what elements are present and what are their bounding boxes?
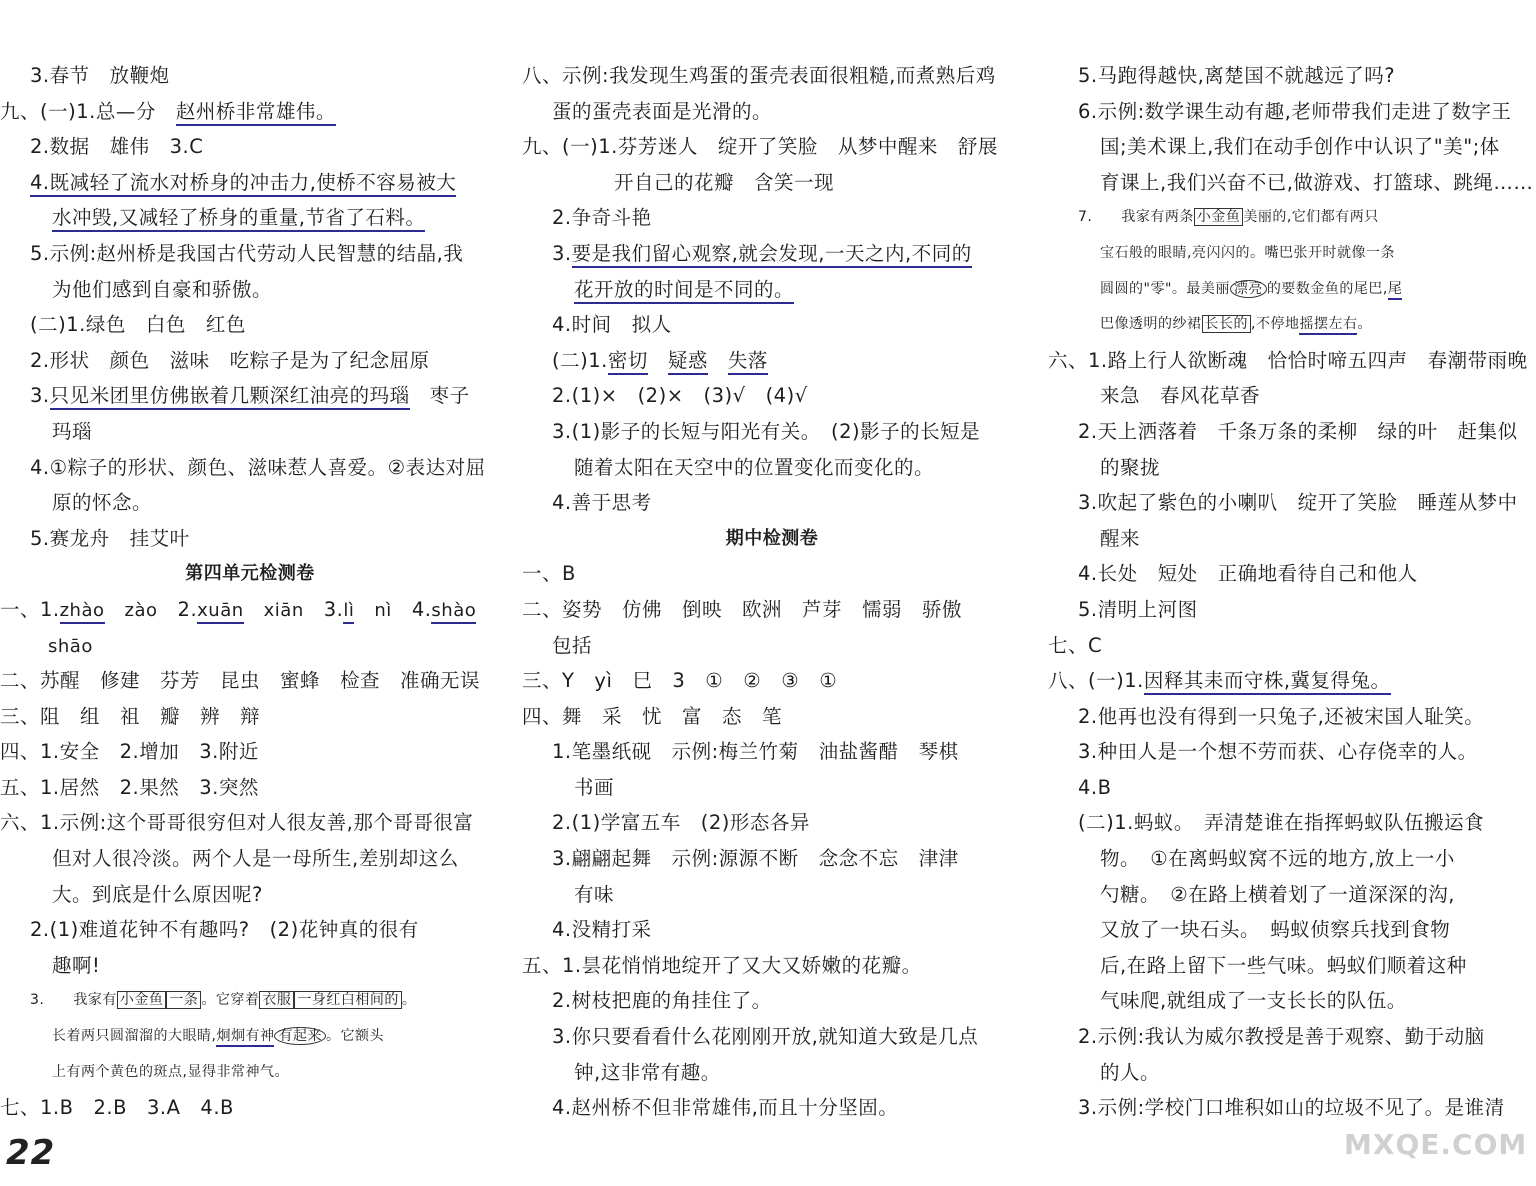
pinyin-text: nì bbox=[374, 599, 392, 621]
answer-text: 美丽的,它们都有两只 bbox=[1243, 209, 1379, 226]
answer-line bbox=[522, 165, 1022, 201]
answer-line bbox=[0, 628, 500, 664]
answer-line bbox=[1048, 556, 1534, 592]
answer-text: 4.善于思考 bbox=[552, 491, 652, 515]
answer-text: 3.春节 放鞭炮 bbox=[30, 64, 170, 87]
answer-text: 4.没精打采 bbox=[552, 918, 652, 942]
answer-text: 4.B bbox=[1078, 775, 1112, 799]
page-number: 22 bbox=[6, 1133, 56, 1173]
answer-line bbox=[522, 450, 1022, 486]
answer-text: 二、苏醒 修建 芬芳 昆虫 蜜蜂 检查 准确无误 bbox=[0, 669, 481, 693]
answer-text: 期中检测卷 bbox=[725, 527, 819, 549]
answer-line bbox=[522, 307, 1022, 343]
answer-line bbox=[522, 1055, 1022, 1091]
answer-line bbox=[0, 450, 500, 486]
answer-text: 开自己的花瓣 含笑一现 bbox=[574, 170, 835, 194]
answer-line bbox=[1048, 378, 1534, 414]
answer-line bbox=[0, 94, 500, 130]
answer-text: 有味 bbox=[574, 882, 615, 906]
answer-line bbox=[522, 129, 1022, 165]
answer-line bbox=[0, 948, 500, 984]
answer-line bbox=[0, 1019, 500, 1055]
answer-line bbox=[0, 805, 500, 841]
answer-line bbox=[522, 1019, 1022, 1055]
pinyin-text: xuān bbox=[197, 600, 244, 624]
answer-text: 七、C bbox=[1048, 633, 1103, 657]
answer-line bbox=[0, 663, 500, 699]
answer-text: 玛瑙 bbox=[52, 419, 93, 443]
answer-text: 四、1.安全 2.增加 3.附近 bbox=[0, 740, 259, 764]
answer-text: 蛋的蛋壳表面是光滑的。 bbox=[552, 99, 773, 123]
answer-line bbox=[1048, 307, 1534, 343]
answer-line bbox=[522, 556, 1022, 592]
answer-text: 小金鱼 bbox=[117, 991, 167, 1009]
answer-text: 2.天上洒落着 千条万条的柔柳 绿的叶 赶集似 bbox=[1078, 419, 1518, 443]
answer-text: 五、1.昙花悄悄地绽开了又大又娇嫩的花瓣。 bbox=[522, 953, 922, 977]
answer-text: 巴像透明的纱裙 bbox=[1100, 316, 1202, 333]
answer-line bbox=[1048, 58, 1534, 94]
answer-text: 一身红白相间的 bbox=[294, 991, 402, 1009]
answer-text: 来急 春风花草香 bbox=[1100, 384, 1261, 408]
answer-text: 漂亮 bbox=[1230, 280, 1267, 298]
answer-line bbox=[1048, 805, 1534, 841]
answer-line bbox=[522, 378, 1022, 414]
answer-line bbox=[0, 165, 500, 201]
answer-line bbox=[1048, 165, 1534, 201]
answer-text: 4.时间 拟人 bbox=[552, 313, 672, 337]
underlined-answer: 4.既减轻了流水对桥身的冲击力,使桥不容易被大 bbox=[30, 171, 456, 197]
underlined-answer: 只见米团里仿佛嵌着几颗深红油亮的玛瑙 bbox=[50, 384, 410, 410]
answer-line bbox=[1048, 272, 1534, 308]
answer-line bbox=[1048, 592, 1534, 628]
answer-text: 。它穿着 bbox=[201, 992, 260, 1009]
answer-line bbox=[1048, 414, 1534, 450]
answer-line bbox=[522, 414, 1022, 450]
answer-line bbox=[522, 58, 1022, 94]
answer-text: 气味爬,就组成了一支长长的队伍。 bbox=[1100, 989, 1407, 1013]
underlined-answer: 水冲毁,又减轻了桥身的重量,节省了石料。 bbox=[52, 206, 425, 232]
answer-line bbox=[522, 200, 1022, 236]
answer-line bbox=[1048, 1055, 1534, 1091]
answer-text bbox=[354, 598, 374, 621]
answer-line bbox=[1048, 200, 1534, 236]
answer-text: 一、1. bbox=[0, 597, 60, 621]
answer-text: 3.翩翩起舞 示例:源源不断 念念不忘 津津 bbox=[552, 847, 959, 871]
answer-line bbox=[1048, 1090, 1534, 1126]
answer-text: 勺糖。 ②在路上横着划了一道深深的沟, bbox=[1100, 882, 1455, 906]
underlined-answer: 赵州桥非常雄伟。 bbox=[176, 100, 336, 126]
answer-text: 枣子 bbox=[409, 384, 470, 408]
answer-line bbox=[1048, 770, 1534, 806]
answer-text: 1.笔墨纸砚 示例:梅兰竹菊 油盐酱醋 琴棋 bbox=[552, 740, 959, 764]
answer-text: 2.他再也没有得到一只兔子,还被宋国人耻笑。 bbox=[1078, 704, 1485, 728]
answer-line bbox=[522, 699, 1022, 735]
answer-text bbox=[105, 598, 125, 621]
answer-text: (二)1. bbox=[552, 348, 608, 372]
answer-line bbox=[0, 414, 500, 450]
answer-text: 三、Y yì 巳 3 ① ② ③ ① bbox=[522, 669, 838, 693]
answer-column-1 bbox=[0, 58, 500, 1126]
pinyin-text: shào bbox=[431, 600, 476, 624]
answer-line bbox=[0, 841, 500, 877]
answer-text: 大。到底是什么原因呢? bbox=[52, 882, 263, 906]
answer-text: 。 bbox=[1357, 316, 1372, 333]
answer-text: 3. bbox=[30, 384, 50, 408]
underlined-answer: 密切 bbox=[608, 349, 648, 375]
answer-text: 为他们感到自豪和骄傲。 bbox=[52, 277, 273, 301]
answer-text: 2.(1)难道花钟不有趣吗? (2)花钟真的很有 bbox=[30, 918, 419, 942]
underlined-answer: 炯炯有神 bbox=[216, 1028, 274, 1047]
answer-text: 国;美术课上,我们在动手创作中认识了"美";体 bbox=[1100, 135, 1500, 159]
answer-text: 育课上,我们兴奋不已,做游戏、打篮球、跳绳…… bbox=[1100, 170, 1534, 194]
answer-text: 2.数据 雄伟 3.C bbox=[30, 135, 204, 159]
pinyin-text: xiān bbox=[263, 599, 304, 621]
answer-text: 五、1.居然 2.果然 3.突然 bbox=[0, 775, 259, 799]
answer-text: 包括 bbox=[552, 633, 593, 657]
answer-line bbox=[522, 770, 1022, 806]
answer-text: 2.争奇斗艳 bbox=[552, 206, 652, 230]
answer-text: 七、1.B 2.B 3.A 4.B bbox=[0, 1096, 234, 1120]
underlined-answer: 要是我们留心观察,就会发现,一天之内,不同的 bbox=[572, 242, 972, 268]
answer-line bbox=[0, 307, 500, 343]
answer-text: 三、阻 组 祖 瓣 辨 辩 bbox=[0, 704, 261, 728]
answer-line bbox=[0, 877, 500, 913]
answer-line bbox=[522, 343, 1022, 379]
answer-line bbox=[522, 734, 1022, 770]
answer-line bbox=[522, 841, 1022, 877]
answer-text: 5.马跑得越快,离楚国不就越远了吗? bbox=[1078, 64, 1396, 87]
answer-text: 5.赛龙舟 挂艾叶 bbox=[30, 526, 190, 550]
answer-text: 2.示例:我认为威尔教授是善于观察、勤于动脑 bbox=[1078, 1025, 1485, 1049]
answer-text: 的要数金鱼的尾巴, bbox=[1266, 280, 1388, 297]
answer-text: (二)1.蚂蚁。 弄清楚谁在指挥蚂蚁队伍搬运食 bbox=[1078, 811, 1485, 835]
answer-text: 7. 我家有两条 bbox=[1078, 209, 1194, 226]
answer-text: 钟,这非常有趣。 bbox=[574, 1060, 721, 1084]
answer-text: 一条 bbox=[166, 991, 201, 1009]
answer-line bbox=[1048, 94, 1534, 130]
answer-text: 3. bbox=[303, 597, 344, 621]
answer-text: 上有两个 bbox=[52, 1063, 110, 1080]
answer-line bbox=[0, 770, 500, 806]
answer-line bbox=[522, 948, 1022, 984]
answer-line bbox=[1048, 983, 1534, 1019]
answer-text: 4.赵州桥不但非常雄伟,而且十分坚固。 bbox=[552, 1096, 899, 1120]
answer-line bbox=[1048, 450, 1534, 486]
answer-line bbox=[522, 272, 1022, 308]
answer-line bbox=[0, 485, 500, 521]
answer-text: 4.①粽子的形状、颜色、滋味惹人喜爱。②表达对屈 bbox=[30, 455, 486, 479]
answer-text: 书画 bbox=[574, 775, 615, 799]
answer-line bbox=[0, 592, 500, 628]
answer-line bbox=[1048, 343, 1534, 379]
answer-text: 四、舞 采 忧 富 态 笔 bbox=[522, 704, 783, 728]
answer-text: 2.树枝把鹿的角挂住了。 bbox=[552, 989, 772, 1013]
answer-text: 后,在路上留下一些气味。蚂蚁们顺着这种 bbox=[1100, 953, 1467, 977]
pinyin-text: zào bbox=[124, 599, 158, 621]
answer-text bbox=[648, 349, 668, 372]
answer-column-2 bbox=[522, 58, 1022, 1126]
answer-text: 宝石般的眼睛,亮闪闪的。嘴巴张开时就像一条 bbox=[1100, 244, 1395, 261]
underlined-answer: 花开放的时间是不同的。 bbox=[574, 278, 794, 304]
watermark: MXQE.COM bbox=[1344, 1128, 1528, 1161]
answer-line bbox=[0, 912, 500, 948]
answer-text: 的聚拢 bbox=[1100, 455, 1161, 479]
underlined-answer: 疑惑 bbox=[668, 349, 708, 375]
answer-line bbox=[1048, 841, 1534, 877]
answer-text: 2.形状 颜色 滋味 吃粽子是为了纪念屈原 bbox=[30, 348, 430, 372]
answer-line bbox=[0, 699, 500, 735]
answer-text: 2. bbox=[157, 597, 198, 621]
answer-text: 5.清明上河图 bbox=[1078, 597, 1198, 621]
answer-line bbox=[0, 983, 500, 1019]
answer-line bbox=[1048, 699, 1534, 735]
answer-line bbox=[0, 58, 500, 94]
answer-line bbox=[0, 521, 500, 557]
pinyin-text: lì bbox=[343, 600, 354, 624]
section-heading bbox=[0, 556, 500, 592]
answer-text: 趣啊! bbox=[52, 953, 101, 977]
answer-line bbox=[522, 485, 1022, 521]
answer-line bbox=[522, 592, 1022, 628]
answer-text: ,不停地 bbox=[1251, 316, 1300, 333]
answer-text: 3. bbox=[552, 241, 572, 265]
underlined-answer: 摇摆左右 bbox=[1299, 316, 1357, 335]
answer-text: 3.你只要看看什么花刚刚开放,就知道大致是几点 bbox=[552, 1025, 979, 1049]
answer-text: 5.示例:赵州桥是我国古代劳动人民智慧的结晶,我 bbox=[30, 241, 464, 265]
answer-text: 3.吹起了紫色的小喇叭 绽开了笑脸 睡莲从梦中 bbox=[1078, 491, 1518, 515]
answer-line bbox=[1048, 734, 1534, 770]
answer-line bbox=[1048, 628, 1534, 664]
answer-text: (二)1.绿色 白色 红色 bbox=[30, 313, 246, 337]
answer-text: 黄色的斑点,显得非常神气。 bbox=[110, 1063, 289, 1080]
answer-text bbox=[244, 598, 264, 621]
answer-text: 八、示例:我发现生鸡蛋的蛋壳表面很粗糙,而煮熟后鸡 bbox=[522, 64, 996, 87]
answer-text: 3.种田人是一个想不劳而获、心存侥幸的人。 bbox=[1078, 740, 1478, 764]
answer-line bbox=[0, 236, 500, 272]
answer-text: 八、(一)1. bbox=[1048, 669, 1144, 693]
answer-line bbox=[522, 805, 1022, 841]
answer-text: 3.(1)影子的长短与阳光有关。 (2)影子的长短是 bbox=[552, 419, 981, 443]
answer-text: 。 bbox=[401, 992, 417, 1009]
section-heading bbox=[522, 521, 1022, 557]
answer-line bbox=[0, 343, 500, 379]
answer-text: 九、(一)1.芬芳迷人 绽开了笑脸 从梦中醒来 舒展 bbox=[522, 135, 998, 159]
answer-text: 长长的 bbox=[1202, 315, 1252, 333]
answer-text: 圆圆的"零"。最美丽 bbox=[1100, 280, 1230, 297]
answer-text: 6.示例:数学课生动有趣,老师带我们走进了数字王 bbox=[1078, 99, 1512, 123]
answer-text: 衣服 bbox=[259, 991, 294, 1009]
answer-text: 六、1.示例:这个哥哥很穷但对人很友善,那个哥哥很富 bbox=[0, 811, 474, 835]
answer-text: 有起来 bbox=[274, 1027, 326, 1045]
answer-line bbox=[0, 734, 500, 770]
answer-line bbox=[1048, 948, 1534, 984]
answer-text: 原的怀念。 bbox=[52, 491, 153, 515]
answer-line bbox=[1048, 1019, 1534, 1055]
underlined-answer: 失落 bbox=[728, 349, 768, 375]
answer-text: 醒来 bbox=[1100, 526, 1141, 550]
answer-line bbox=[0, 378, 500, 414]
answer-text: 但对人很冷淡。两个人是一母所生,差别却这么 bbox=[52, 847, 459, 871]
answer-text: 。它额头 bbox=[325, 1028, 384, 1045]
answer-line bbox=[0, 200, 500, 236]
answer-line bbox=[1048, 129, 1534, 165]
answer-line bbox=[522, 236, 1022, 272]
answer-line bbox=[1048, 485, 1534, 521]
underlined-answer: 尾 bbox=[1388, 281, 1403, 300]
answer-line bbox=[522, 877, 1022, 913]
answer-line bbox=[522, 912, 1022, 948]
answer-text: 第四单元检测卷 bbox=[185, 563, 315, 585]
pinyin-text: zhào bbox=[60, 600, 105, 624]
answer-text: 2.(1)× (2)× (3)√ (4)√ bbox=[552, 384, 808, 408]
underlined-answer: 因释其耒而守株,冀复得兔。 bbox=[1144, 669, 1391, 695]
answer-text: 二、姿势 仿佛 倒映 欧洲 芦芽 懦弱 骄傲 bbox=[522, 597, 963, 621]
answer-text: 的人。 bbox=[1100, 1060, 1161, 1084]
answer-text: 六、1.路上行人欲断魂 恰恰时啼五四声 春潮带雨晚 bbox=[1048, 348, 1528, 372]
answer-text: 2.(1)学富五车 (2)形态各异 bbox=[552, 811, 810, 835]
answer-text: 3. 我家有 bbox=[30, 992, 117, 1009]
answer-line bbox=[522, 628, 1022, 664]
answer-text: 随着太阳在天空中的位置变化而变化的。 bbox=[574, 455, 935, 479]
answer-line bbox=[1048, 236, 1534, 272]
answer-line bbox=[522, 983, 1022, 1019]
answer-text: 物。 ①在离蚂蚁窝不远的地方,放上一小 bbox=[1100, 847, 1455, 871]
answer-column-3 bbox=[1048, 58, 1534, 1126]
pinyin-text: shāo bbox=[48, 635, 93, 657]
answer-text: 一、B bbox=[522, 562, 576, 586]
answer-text bbox=[708, 349, 728, 372]
answer-line bbox=[1048, 912, 1534, 948]
answer-text: 4. bbox=[391, 597, 432, 621]
answer-line bbox=[1048, 521, 1534, 557]
answer-text: 3.示例:学校门口堆积如山的垃圾不见了。是谁清 bbox=[1078, 1096, 1505, 1120]
answer-line bbox=[0, 1055, 500, 1091]
answer-text: 九、(一)1.总—分 bbox=[0, 99, 176, 123]
answer-line bbox=[0, 272, 500, 308]
answer-text: 长着两只圆溜溜的大眼睛, bbox=[52, 1028, 217, 1045]
answer-text: 又放了一块石头。 蚂蚁侦察兵找到食物 bbox=[1100, 918, 1451, 942]
answer-text: 小金鱼 bbox=[1194, 208, 1244, 226]
answer-text: 4.长处 短处 正确地看待自己和他人 bbox=[1078, 562, 1418, 586]
answer-line bbox=[0, 129, 500, 165]
answer-line bbox=[522, 94, 1022, 130]
answer-line bbox=[0, 1090, 500, 1126]
answer-line bbox=[1048, 877, 1534, 913]
answer-line bbox=[522, 663, 1022, 699]
answer-line bbox=[1048, 663, 1534, 699]
answer-line bbox=[522, 1090, 1022, 1126]
